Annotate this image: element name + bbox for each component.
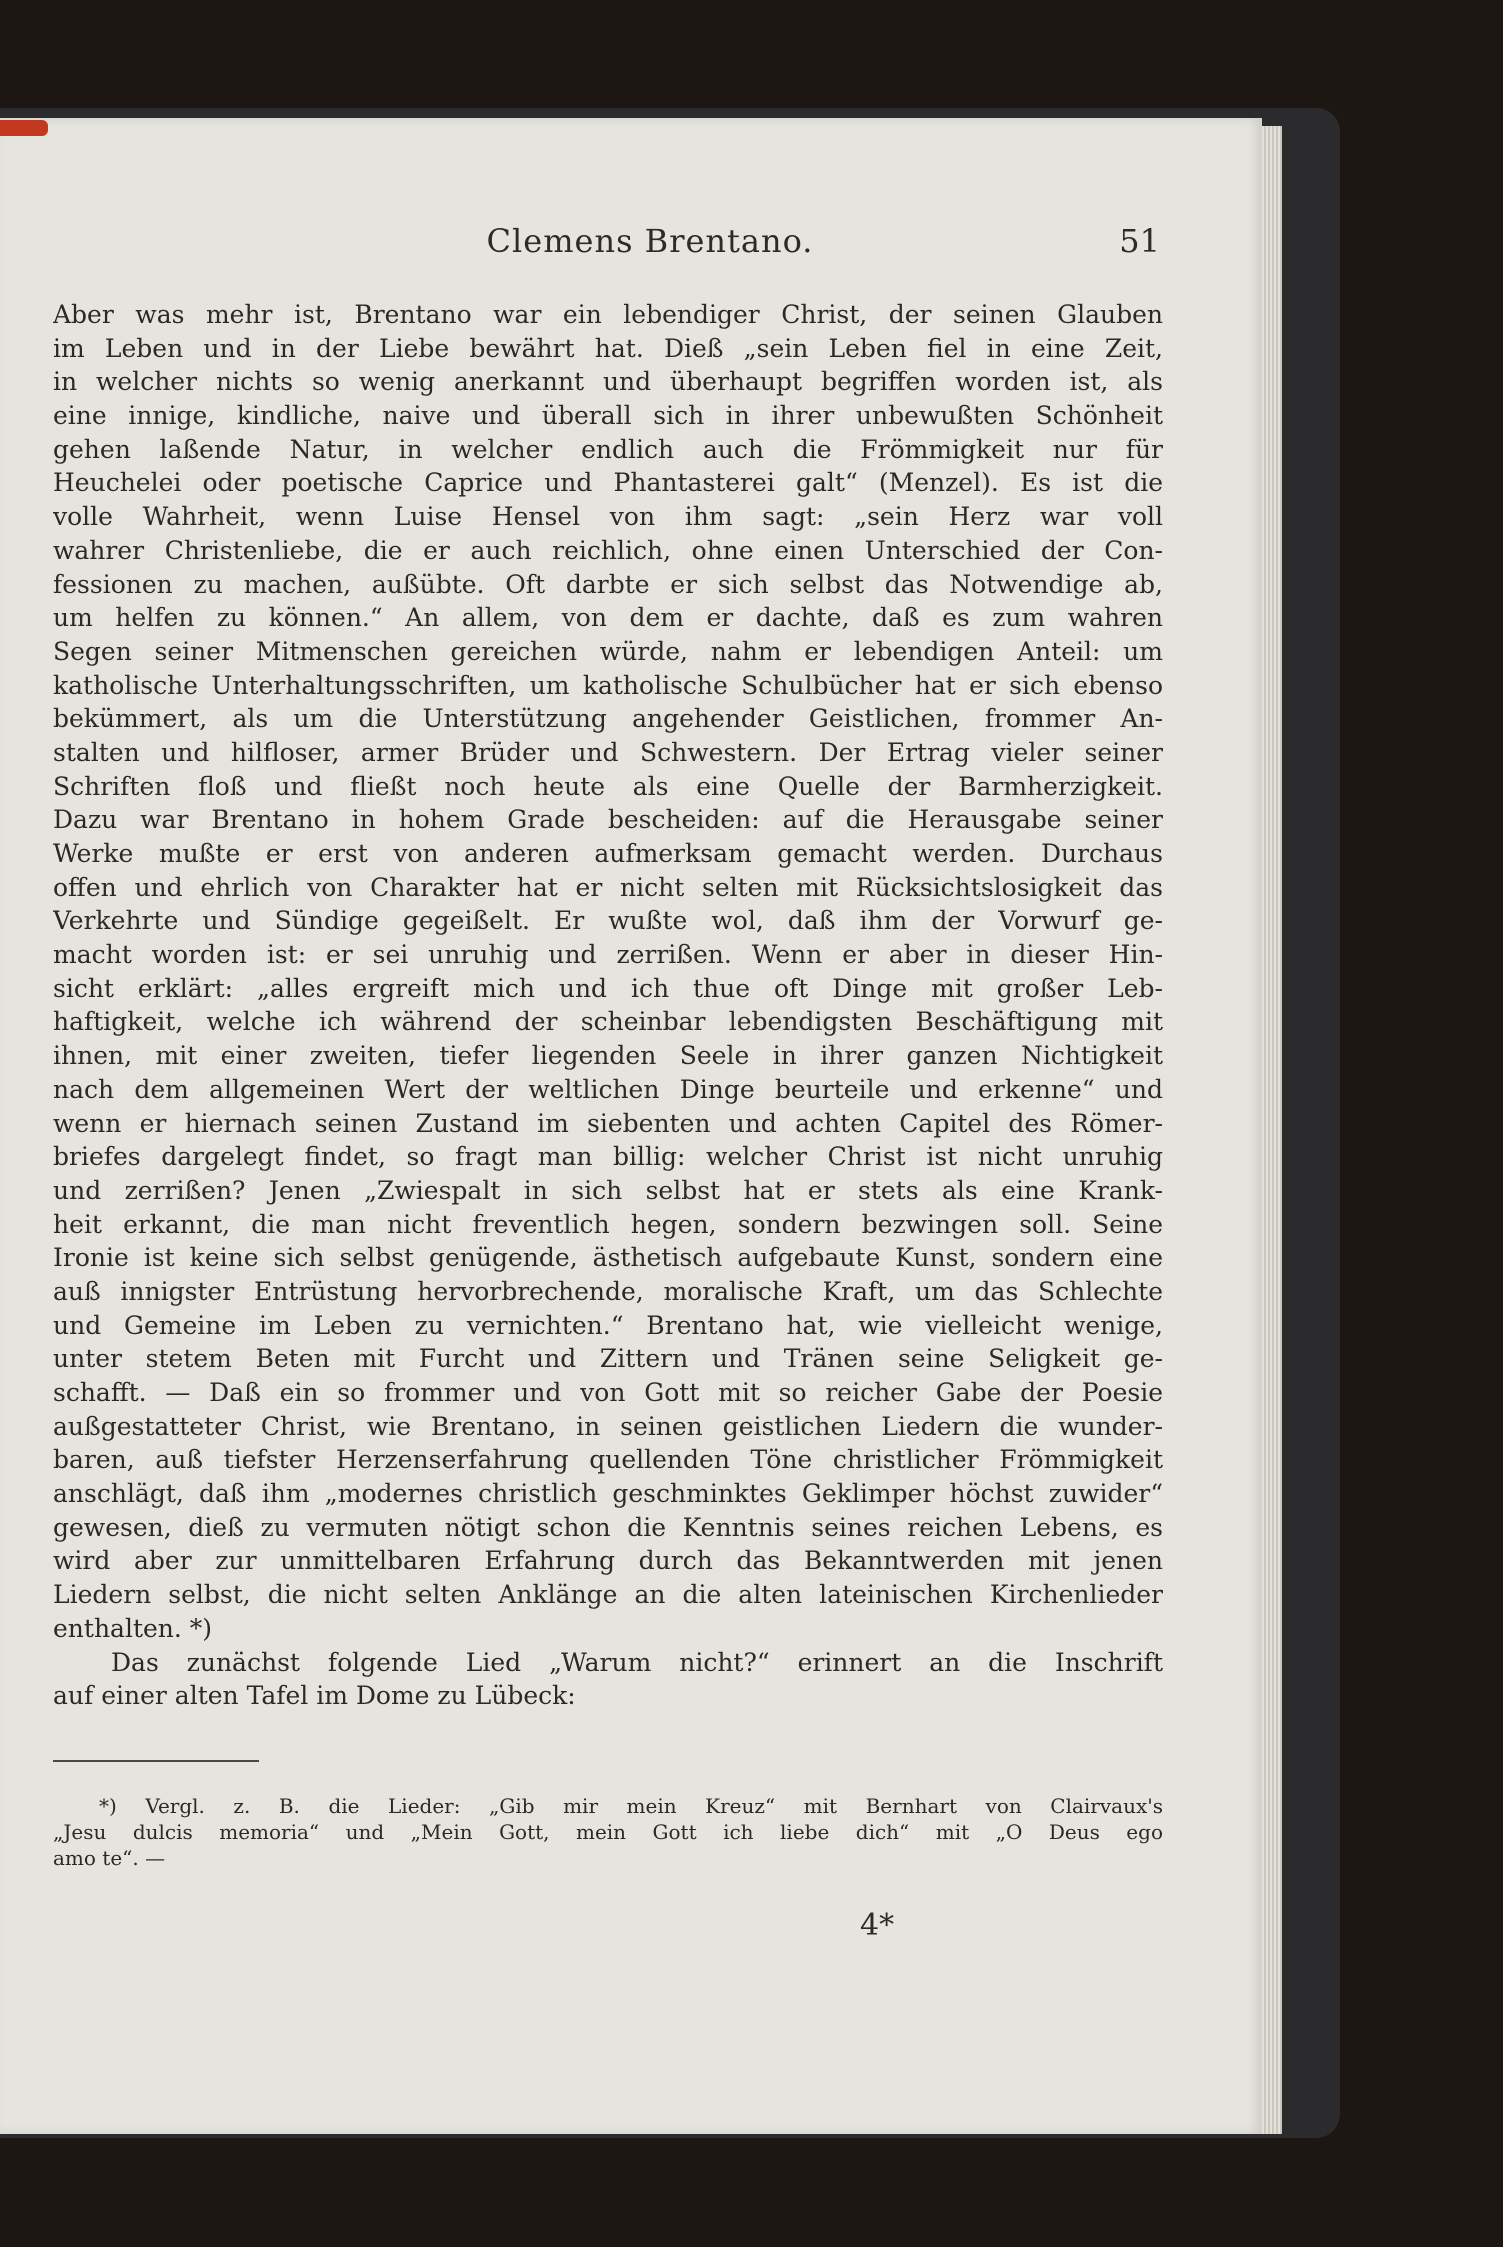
text-line: Dazu war Brentano in hohem Grade bescheiden: auf die Herausgabe seiner — [53, 805, 1163, 835]
text-line: Liedern selbst, die nicht selten Anklänge an die alten lateinischen Kirchenlieder — [53, 1580, 1163, 1610]
text-line: nach dem allgemeinen Wert der weltlichen Dinge beurteile und erkenne“ und — [53, 1074, 1163, 1104]
text-line: außgestatteter Christ, wie Brentano, in seinen geistlichen Liedern die wunder- — [53, 1411, 1163, 1441]
text-line: stalten und hilfloser, armer Brüder und Schwestern. Der Ertrag vieler seiner — [53, 737, 1163, 767]
text-line: bekümmert, als um die Unterstützung angehender Geistlichen, frommer An- — [53, 704, 1163, 734]
signature-mark: 4* — [860, 1908, 895, 1943]
footnote-line: „Jesu dulcis memoria“ und „Mein Gott, mein Gott ich liebe dich“ mit „O Deus ego — [53, 1820, 1163, 1844]
text-line: unter stetem Beten mit Furcht und Zittern und Tränen seine Seligkeit ge- — [53, 1344, 1163, 1374]
running-head: Clemens Brentano. — [486, 222, 814, 260]
text-line: Segen seiner Mitmenschen gereichen würde, nahm er lebendigen Anteil: um — [53, 636, 1163, 666]
text-line: fessionen zu machen, außübte. Oft darbte er sich selbst das Notwendige ab, — [53, 569, 1163, 599]
body-text — [53, 298, 1163, 1713]
text-line: und Gemeine im Leben zu vernichten.“ Brentano hat, wie vielleicht wenige, — [53, 1310, 1163, 1340]
page-number: 51 — [1119, 222, 1160, 260]
text-line: wahrer Christenliebe, die er auch reichlich, ohne einen Unterschied der Con- — [53, 535, 1163, 565]
text-line: auf einer alten Tafel im Dome zu Lübeck: — [53, 1681, 576, 1711]
text-line: heit erkannt, die man nicht freventlich hegen, sondern bezwingen soll. Seine — [53, 1209, 1163, 1239]
text-line: volle Wahrheit, wenn Luise Hensel von ihm sagt: „sein Herz war voll — [53, 502, 1163, 532]
text-line: um helfen zu können.“ An allem, von dem er dachte, daß es zum wahren — [53, 603, 1163, 633]
text-line: im Leben und in der Liebe bewährt hat. Dieß „sein Leben fiel in eine Zeit, — [53, 333, 1163, 363]
text-line: Werke mußte er erst von anderen aufmerksam gemacht werden. Durchaus — [53, 839, 1163, 868]
text-line: wenn er hiernach seinen Zustand im siebenten und achten Capitel des Römer- — [53, 1108, 1163, 1138]
text-line: Aber was mehr ist, Brentano war ein lebendiger Christ, der seinen Glauben — [53, 300, 1163, 329]
text-line: katholische Unterhaltungsschriften, um katholische Schulbücher hat er sich ebenso — [53, 670, 1163, 700]
text-line: gehen laßende Natur, in welcher endlich auch die Frömmigkeit nur für — [53, 434, 1163, 464]
footnote — [53, 1793, 1163, 1871]
text-line: haftigkeit, welche ich während der scheinbar lebendigsten Beschäftigung mit — [53, 1007, 1163, 1037]
text-line: Verkehrte und Sündige gegeißelt. Er wußte wol, daß ihm der Vorwurf ge- — [53, 906, 1163, 936]
footnote-line: amo te“. — — [53, 1846, 166, 1870]
text-line: briefes dargelegt findet, so fragt man billig: welcher Christ ist nicht unruhig — [53, 1142, 1163, 1172]
text-line: auß innigster Entrüstung hervorbrechende, moralische Kraft, um das Schlechte — [53, 1276, 1163, 1306]
text-line: anschlägt, daß ihm „modernes christlich geschminktes Geklimper höchst zuwider“ — [53, 1479, 1163, 1509]
text-line: ihnen, mit einer zweiten, tiefer liegenden Seele in ihrer ganzen Nichtigkeit — [53, 1041, 1163, 1071]
text-line: baren, auß tiefster Herzenserfahrung quellenden Töne christlicher Frömmigkeit — [53, 1445, 1163, 1475]
text-line: Ironie ist keine sich selbst genügende, ästhetisch aufgebaute Kunst, sondern eine — [53, 1243, 1163, 1273]
text-line: wird aber zur unmittelbaren Erfahrung durch das Bekanntwerden mit jenen — [53, 1546, 1163, 1576]
text-line: in welcher nichts so wenig anerkannt und überhaupt begriffen worden ist, als — [53, 367, 1163, 397]
text-line: und zerrißen? Jenen „Zwiespalt in sich selbst hat er stets als eine Krank- — [53, 1175, 1163, 1205]
text-line: Das zunächst folgende Lied „Warum nicht?“ erinnert an die Inschrift — [111, 1647, 1163, 1677]
text-line: schafft. — Daß ein so frommer und von Gott mit so reicher Gabe der Poesie — [53, 1378, 1163, 1407]
text-line: eine innige, kindliche, naive und überall sich in ihrer unbewußten Schönheit — [53, 401, 1163, 431]
text-line: offen und ehrlich von Charakter hat er nicht selten mit Rücksichtslosigkeit das — [53, 872, 1163, 902]
text-line: sicht erklärt: „alles ergreift mich und ich thue oft Dinge mit großer Leb- — [53, 973, 1163, 1003]
footnote-line: *) Vergl. z. B. die Lieder: „Gib mir mein Kreuz“ mit Bernhart von Clairvaux's — [99, 1794, 1163, 1818]
text-line: gewesen, dieß zu vermuten nötigt schon die Kenntnis seines reichen Lebens, es — [53, 1512, 1163, 1542]
footnote-rule — [53, 1760, 259, 1762]
text-line: enthalten. *) — [53, 1613, 213, 1643]
text-line: Schriften floß und fließt noch heute als eine Quelle der Barmherzigkeit. — [53, 771, 1163, 801]
text-line: Heuchelei oder poetische Caprice und Phantasterei galt“ (Menzel). Es ist die — [53, 468, 1163, 498]
text-line: macht worden ist: er sei unruhig und zerrißen. Wenn er aber in dieser Hin- — [53, 940, 1163, 970]
bookmark-ribbon — [0, 120, 48, 136]
